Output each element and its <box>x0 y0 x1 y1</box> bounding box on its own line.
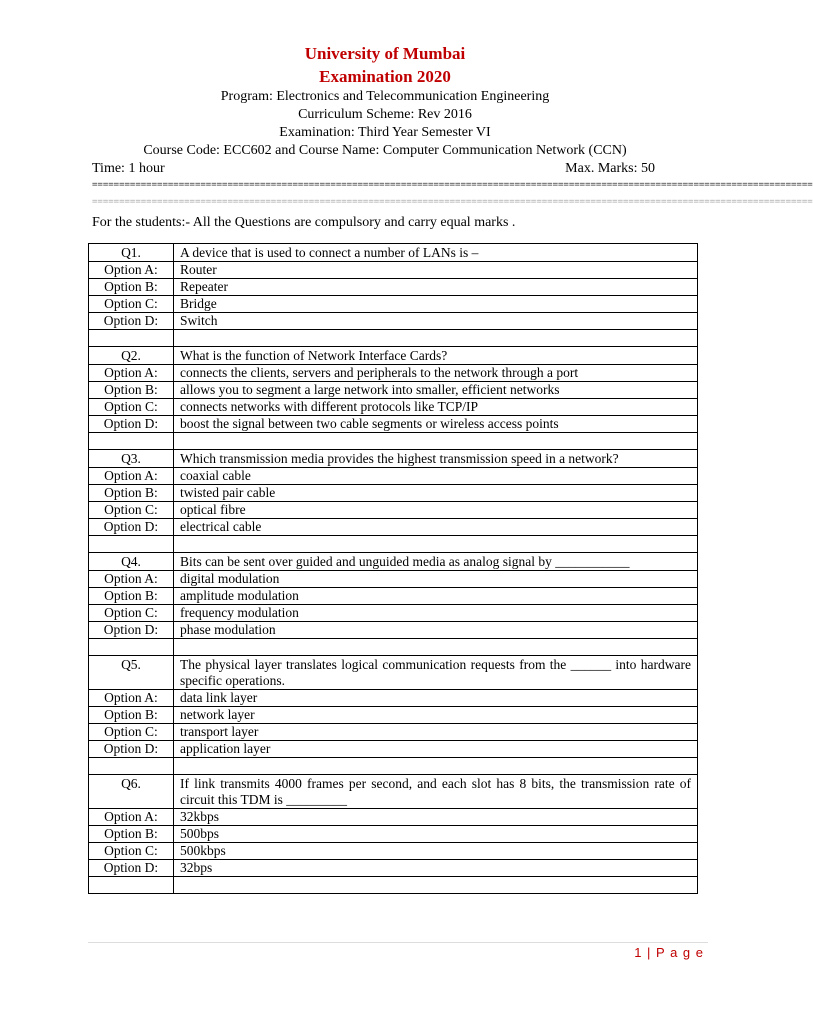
option-row <box>89 382 698 399</box>
option-row <box>89 690 698 707</box>
spacer-row <box>89 536 698 553</box>
option-label: Option C: <box>89 502 174 519</box>
option-label: Option C: <box>89 843 174 860</box>
option-row <box>89 588 698 605</box>
spacer-row <box>89 639 698 656</box>
page-number: 1 | P a g e <box>634 945 704 960</box>
question-number: Q2. <box>89 347 174 365</box>
option-text: frequency modulation <box>174 605 698 622</box>
option-text: allows you to segment a large network into smaller, efficient networks <box>174 382 698 399</box>
option-label: Option C: <box>89 296 174 313</box>
option-text: digital modulation <box>174 571 698 588</box>
question-number: Q1. <box>89 244 174 262</box>
option-text: connects networks with different protocols like TCP/IP <box>174 399 698 416</box>
option-label: Option B: <box>89 382 174 399</box>
question-text: If link transmits 4000 frames per second, and each slot has 8 bits, the transmission rate of circuit this TDM is _________ <box>174 775 698 809</box>
option-label: Option B: <box>89 588 174 605</box>
question-row <box>89 244 698 262</box>
option-row <box>89 399 698 416</box>
option-text: data link layer <box>174 690 698 707</box>
option-text: network layer <box>174 707 698 724</box>
time-marks-line <box>92 161 697 177</box>
spacer-cell <box>174 330 698 347</box>
option-row <box>89 296 698 313</box>
option-row <box>89 416 698 433</box>
question-text: What is the function of Network Interface Cards? <box>174 347 698 365</box>
question-text: A device that is used to connect a number of LANs is – <box>174 244 698 262</box>
option-text: Repeater <box>174 279 698 296</box>
option-label: Option C: <box>89 724 174 741</box>
option-row <box>89 707 698 724</box>
option-label: Option D: <box>89 622 174 639</box>
spacer-cell <box>89 758 174 775</box>
option-text: electrical cable <box>174 519 698 536</box>
separator-line-2: ===================================================================================================================================== <box>92 197 813 207</box>
option-row <box>89 860 698 877</box>
option-row <box>89 365 698 382</box>
spacer-cell <box>89 536 174 553</box>
spacer-cell <box>174 639 698 656</box>
option-row <box>89 485 698 502</box>
separator-line-1: ===================================================================================================================================== <box>92 180 813 190</box>
option-label: Option A: <box>89 690 174 707</box>
time-label: Time: 1 hour <box>92 161 165 176</box>
option-row <box>89 262 698 279</box>
spacer-cell <box>174 877 698 894</box>
option-row <box>89 279 698 296</box>
option-row <box>89 605 698 622</box>
option-text: optical fibre <box>174 502 698 519</box>
option-text: application layer <box>174 741 698 758</box>
option-label: Option D: <box>89 860 174 877</box>
option-text: twisted pair cable <box>174 485 698 502</box>
option-label: Option D: <box>89 416 174 433</box>
exam-title: Examination 2020 <box>319 67 451 86</box>
question-number: Q4. <box>89 553 174 571</box>
spacer-cell <box>89 877 174 894</box>
question-text: The physical layer translates logical communication requests from the ______ into hardware specific operations. <box>174 656 698 690</box>
option-label: Option A: <box>89 262 174 279</box>
spacer-row <box>89 330 698 347</box>
scheme-line: Curriculum Scheme: Rev 2016 <box>298 107 472 122</box>
option-row <box>89 502 698 519</box>
option-text: 500bps <box>174 826 698 843</box>
instructions: For the students:- All the Questions are compulsory and carry equal marks . <box>92 215 516 230</box>
option-label: Option A: <box>89 365 174 382</box>
program-line: Program: Electronics and Telecommunication Engineering <box>220 89 550 104</box>
question-row <box>89 450 698 468</box>
question-row <box>89 656 698 690</box>
option-text: 32kbps <box>174 809 698 826</box>
option-row <box>89 724 698 741</box>
option-label: Option B: <box>89 826 174 843</box>
footer-divider <box>88 942 708 943</box>
spacer-cell <box>174 433 698 450</box>
option-row <box>89 826 698 843</box>
option-label: Option A: <box>89 809 174 826</box>
question-number: Q5. <box>89 656 174 690</box>
question-row <box>89 775 698 809</box>
spacer-row <box>89 758 698 775</box>
question-text: Bits can be sent over guided and unguided media as analog signal by ___________ <box>174 553 698 571</box>
spacer-row <box>89 877 698 894</box>
option-text: coaxial cable <box>174 468 698 485</box>
option-label: Option C: <box>89 605 174 622</box>
spacer-cell <box>89 639 174 656</box>
option-label: Option B: <box>89 707 174 724</box>
examination-line: Examination: Third Year Semester VI <box>279 125 491 140</box>
option-text: connects the clients, servers and peripherals to the network through a port <box>174 365 698 382</box>
option-row <box>89 843 698 860</box>
option-row <box>89 313 698 330</box>
option-label: Option C: <box>89 399 174 416</box>
option-text: boost the signal between two cable segments or wireless access points <box>174 416 698 433</box>
option-text: Switch <box>174 313 698 330</box>
question-row <box>89 553 698 571</box>
option-label: Option D: <box>89 313 174 330</box>
option-text: transport layer <box>174 724 698 741</box>
option-label: Option B: <box>89 279 174 296</box>
option-label: Option D: <box>89 519 174 536</box>
max-marks-label: Max. Marks: 50 <box>565 161 655 176</box>
university-title: University of Mumbai <box>304 44 466 63</box>
spacer-cell <box>89 433 174 450</box>
option-text: phase modulation <box>174 622 698 639</box>
question-number: Q3. <box>89 450 174 468</box>
option-text: amplitude modulation <box>174 588 698 605</box>
option-label: Option A: <box>89 571 174 588</box>
option-row <box>89 571 698 588</box>
option-label: Option D: <box>89 741 174 758</box>
option-text: 32bps <box>174 860 698 877</box>
spacer-cell <box>174 758 698 775</box>
option-text: 500kbps <box>174 843 698 860</box>
option-text: Router <box>174 262 698 279</box>
question-row <box>89 347 698 365</box>
question-text: Which transmission media provides the highest transmission speed in a network? <box>174 450 698 468</box>
option-label: Option A: <box>89 468 174 485</box>
spacer-cell <box>174 536 698 553</box>
spacer-row <box>89 433 698 450</box>
option-label: Option B: <box>89 485 174 502</box>
option-row <box>89 809 698 826</box>
questions-table <box>88 243 698 894</box>
spacer-cell <box>89 330 174 347</box>
option-row <box>89 622 698 639</box>
question-number: Q6. <box>89 775 174 809</box>
option-text: Bridge <box>174 296 698 313</box>
option-row <box>89 741 698 758</box>
option-row <box>89 468 698 485</box>
option-row <box>89 519 698 536</box>
course-line: Course Code: ECC602 and Course Name: Computer Communication Network (CCN) <box>143 143 627 158</box>
